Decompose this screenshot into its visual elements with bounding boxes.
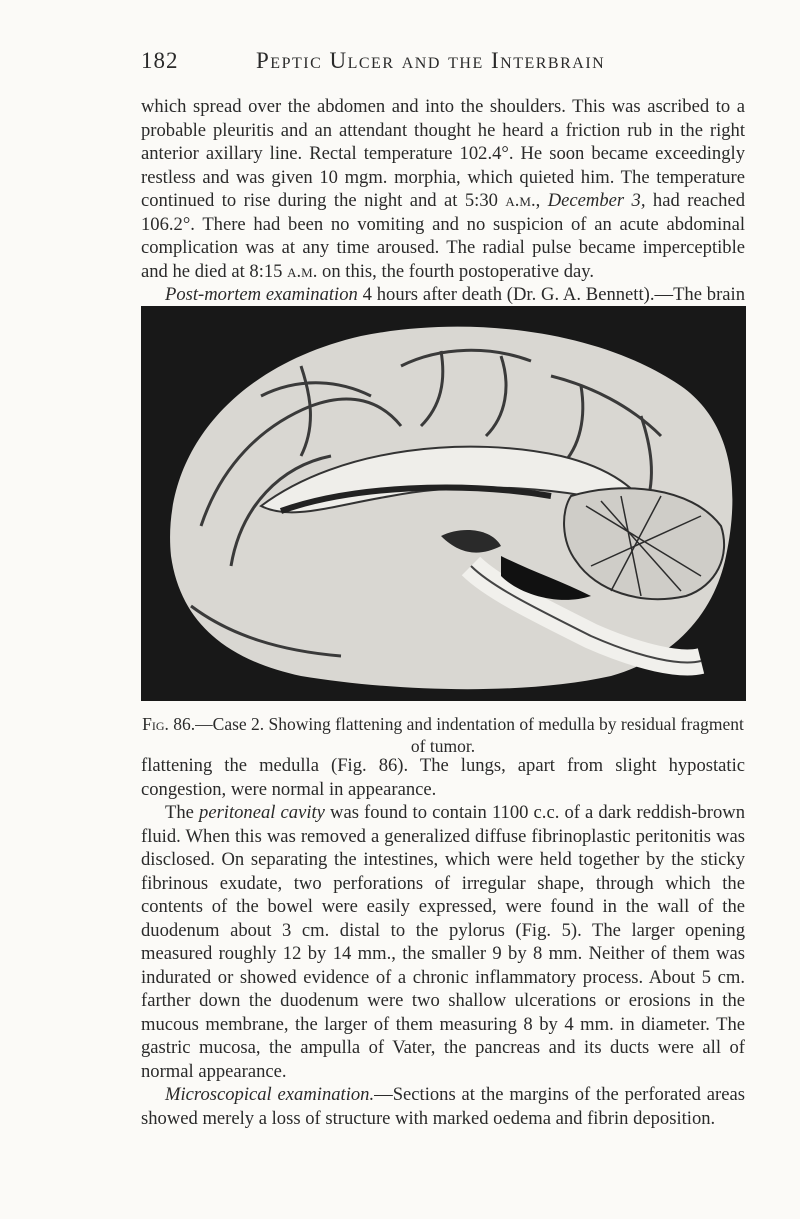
paragraph-text: flattening the medulla (Fig. 86). The lungs, apart from slight hypostatic congestion, were normal in appearance. — [141, 755, 745, 800]
time-am: a.m. — [287, 260, 318, 282]
paragraph-text: was found to contain 1100 c.c. of a dark reddish-brown fluid. When this was removed a generalized diffuse fibrinoplastic peritonitis was disclosed. On separating the intestines, which were held together by the sticky fibrinous exudate, two perforations of irregular shape, through which the contents of the bowel were easily expressed, were found in the wall of the duodenum about 3 cm. distal to the pylorus (Fig. 5). The larger opening measured roughly 12 by 14 mm., the smaller 9 by 8 mm. Neither of them was indurated or showed evidence of a chronic inflammatory process. About 5 cm. farther down the duodenum were two shallow ulcerations or erosions in the mucous membrane, the larger of them measuring 8 by 4 mm. in diameter. The gastric mucosa, the ampulla of Vater, the pancreas and its ducts were all of normal appearance. — [141, 802, 745, 1082]
page-number: 182 — [141, 48, 179, 73]
paragraph-text: , — [535, 190, 548, 211]
peritoneal-label: The peritoneal cavity — [165, 802, 325, 823]
brain-illustration — [141, 306, 746, 701]
paragraph-text: on this, the fourth postoperative day. — [317, 260, 594, 282]
date-italic: December 3, — [547, 190, 646, 211]
section-label-microscopic: Microscopical examination. — [165, 1084, 375, 1105]
paragraph-top — [141, 95, 745, 330]
paragraph-text: which spread over the abdomen and into the shoulders. This was ascribed to a probable pleuritis and an attendant thought he heard a friction rub in the right anterior axillary line. Rectal temperature 102.4°. He soon became exceedingly restless and was given 10 mgm. morphia, which quieted him. The temperature continued to rise during the night and at 5:30 — [141, 96, 745, 211]
paragraph-text: 4 hours after death (Dr. G. A. Bennett).—The brain — [362, 284, 745, 305]
section-label-postmortem: Post-mortem examination — [165, 284, 358, 305]
paragraph-text: —Sections at the margins of the perforated areas showed merely a loss of structure with marked oedema and fibrin deposition. — [141, 1084, 745, 1129]
paragraph-bottom — [141, 754, 745, 1130]
time-am: a.m. — [505, 190, 536, 211]
figure-caption — [141, 713, 745, 757]
brain-section-photograph — [141, 306, 746, 701]
italic-label: peritoneal cavity — [199, 802, 325, 823]
page-header — [141, 48, 741, 78]
figure-caption-text: —Case 2. Showing flattening and indentation of medulla by residual fragment of tumor. — [195, 714, 744, 756]
running-head: Peptic Ulcer and the Interbrain — [256, 48, 606, 73]
figure-label: Fig. 86. — [142, 714, 196, 734]
paragraph-text: had reached 106.2°. There had been no vomiting and no suspicion of an acute abdominal complication was at any time aroused. The radial pulse became imperceptible and he died at 8:15 — [141, 190, 745, 282]
